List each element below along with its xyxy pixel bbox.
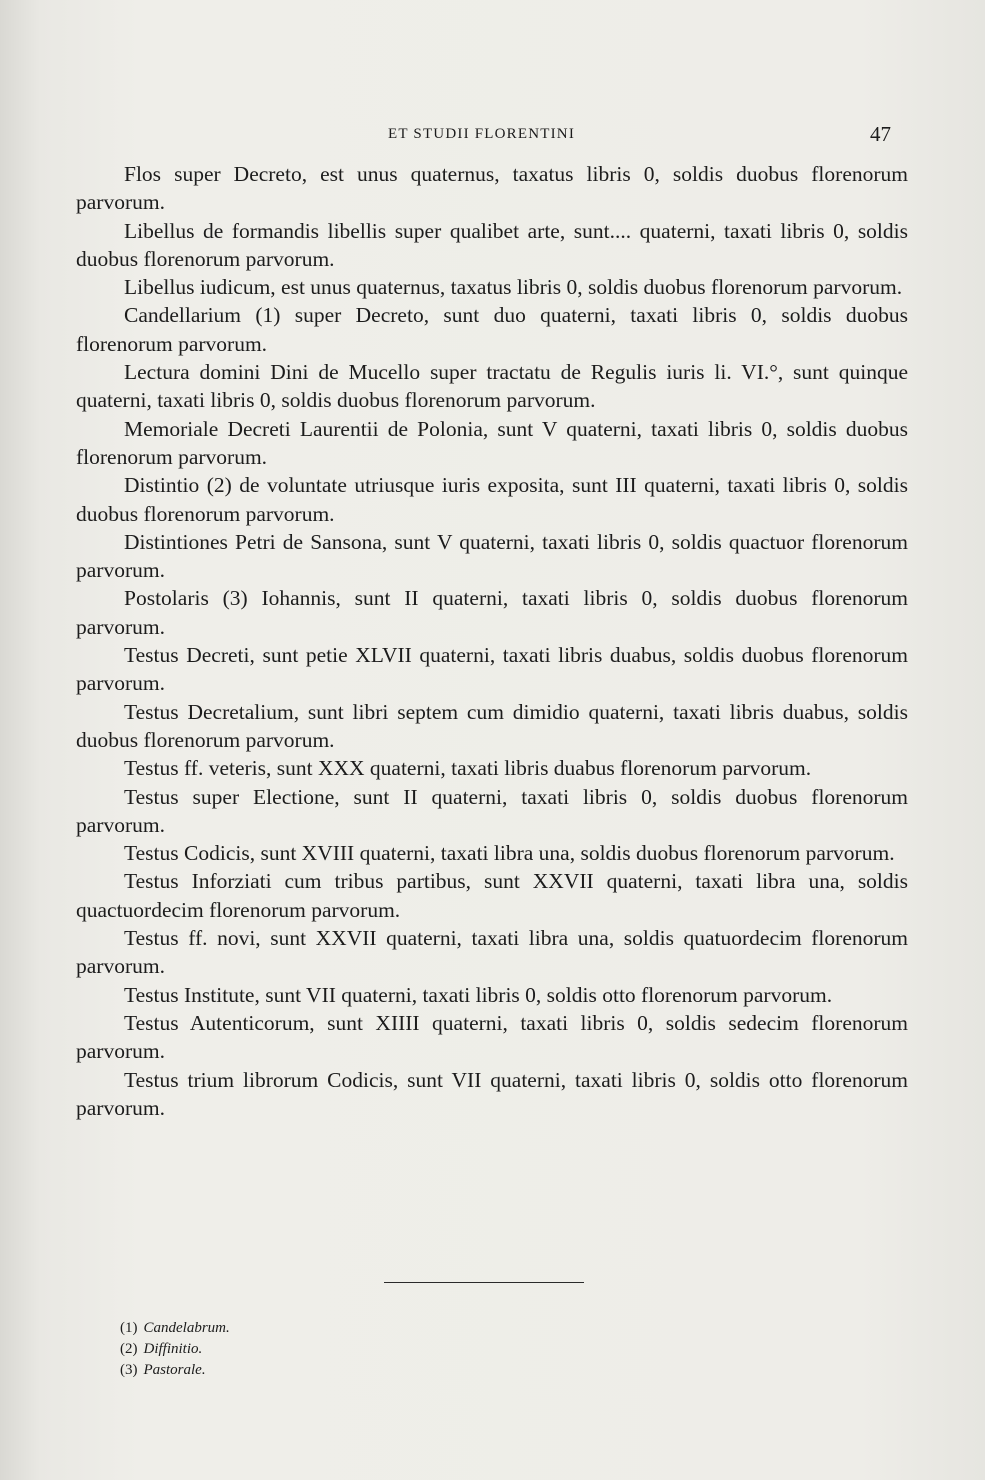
footnote-text: Diffinitio. <box>143 1341 203 1357</box>
footnote-2 <box>120 1339 230 1360</box>
body-text <box>76 160 908 1122</box>
entry-memoriale-decreti: Memoriale Decreti Laurentii de Polonia, sunt V quaterni, taxati libris 0, soldis duobus florenorum parvorum. <box>76 416 908 469</box>
entry-flos-super-decreto: Flos super Decreto, est unus quaternus, taxatus libris 0, soldis duobus florenorum parvorum. <box>76 162 908 215</box>
entry-testus-ff-novi: Testus ff. novi, sunt XXVII quaterni, taxati libra una, soldis quatuordecim florenorum parvorum. <box>76 926 908 979</box>
footnote-3 <box>120 1360 230 1381</box>
entry-libellus-iudicum: Libellus iudicum, est unus quaternus, taxatus libris 0, soldis duobus florenorum parvorum. <box>124 275 903 300</box>
entry-testus-decretalium: Testus Decretalium, sunt libri septem cum dimidio quaterni, taxati libris duabus, soldis duobus florenorum parvorum. <box>76 699 908 752</box>
entry-testus-super-electione: Testus super Electione, sunt II quaterni, taxati libris 0, soldis duobus florenorum parvorum. <box>76 784 908 837</box>
entry-testus-institute: Testus Institute, sunt VII quaterni, taxati libris 0, soldis otto florenorum parvorum. <box>124 982 833 1007</box>
footnote-mark: (1) <box>120 1320 138 1336</box>
entry-testus-ff-veteris: Testus ff. veteris, sunt XXX quaterni, taxati libris duabus florenorum parvorum. <box>124 756 812 781</box>
entry-libellus-de-formandis: Libellus de formandis libellis super qualibet arte, sunt.... quaterni, taxati libris 0, soldis duobus florenorum parvorum. <box>76 218 908 271</box>
running-head: ET STUDII FLORENTINI <box>388 126 576 142</box>
entry-testus-decreti: Testus Decreti, sunt petie XLVII quaterni, taxati libris duabus, soldis duobus florenorum parvorum. <box>76 643 908 696</box>
entry-testus-autenticorum: Testus Autenticorum, sunt XIIII quaterni, taxati libris 0, soldis sedecim florenorum parvorum. <box>76 1010 908 1064</box>
footnote-mark: (3) <box>120 1362 138 1378</box>
entry-testus-codicis: Testus Codicis, sunt XVIII quaterni, taxati libra una, soldis duobus florenorum parvorum. <box>124 841 895 866</box>
entry-lectura-dini: Lectura domini Dini de Mucello super tractatu de Regulis iuris li. VI.°, sunt quinque quaterni, taxati libris 0, soldis duobus florenorum parvorum. <box>76 360 908 413</box>
page-header <box>0 124 985 152</box>
footnotes <box>120 1318 230 1381</box>
footnote-text: Candelabrum. <box>143 1320 230 1336</box>
footnote-mark: (2) <box>120 1341 138 1357</box>
entry-candellarium: Candellarium (1) super Decreto, sunt duo quaterni, taxati libris 0, soldis duobus florenorum parvorum. <box>76 303 908 356</box>
entry-distintiones-petri: Distintiones Petri de Sansona, sunt V quaterni, taxati libris 0, soldis quactuor florenorum parvorum. <box>76 529 908 583</box>
entry-testus-inforziati: Testus Inforziati cum tribus partibus, sunt XXVII quaterni, taxati libra una, soldis quactuordecim florenorum parvorum. <box>76 869 908 922</box>
entry-distintio: Distintio (2) de voluntate utriusque iuris exposita, sunt III quaterni, taxati libris 0, soldis duobus florenorum parvorum. <box>76 473 908 526</box>
footnote-text: Pastorale. <box>143 1362 206 1378</box>
entry-postolaris: Postolaris (3) Iohannis, sunt II quaterni, taxati libris 0, soldis duobus florenorum parvorum. <box>76 586 908 639</box>
footnote-rule <box>384 1282 584 1283</box>
footnote-1 <box>120 1318 230 1339</box>
entry-testus-trium-librorum: Testus trium librorum Codicis, sunt VII quaterni, taxati libris 0, soldis otto florenorum parvorum. <box>76 1067 908 1120</box>
page-number: 47 <box>870 122 891 146</box>
